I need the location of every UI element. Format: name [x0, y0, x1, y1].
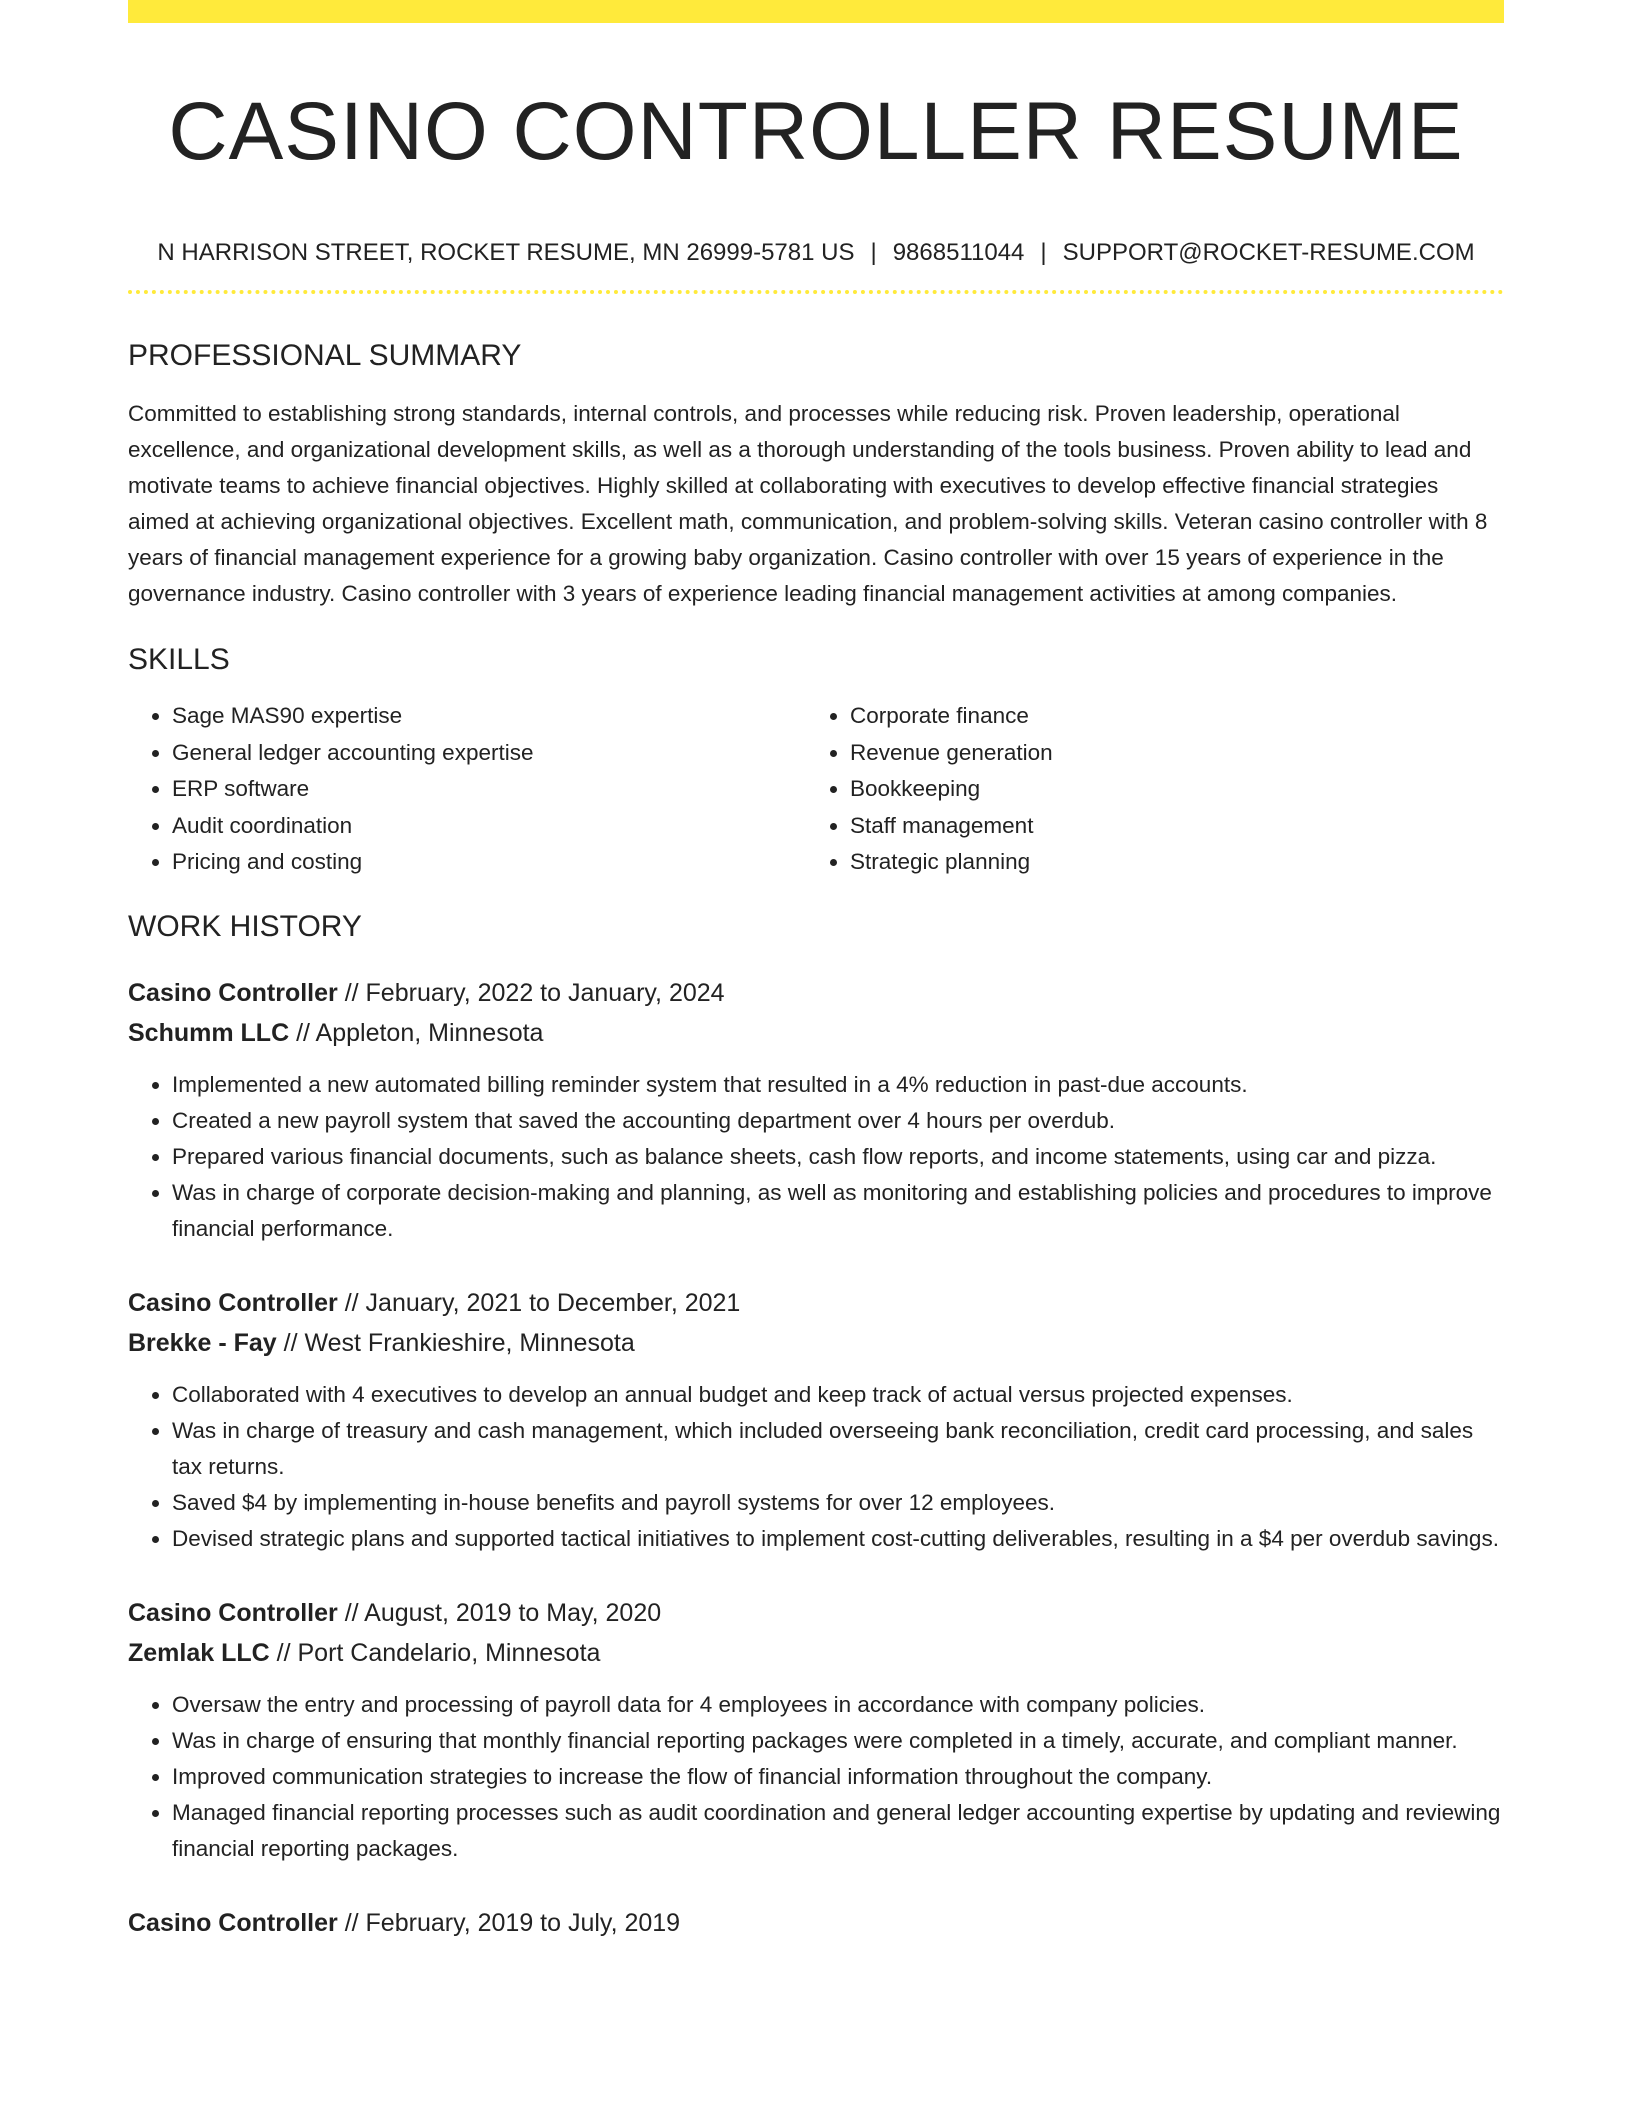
- job-bullet: • Created a new payroll system that saved the accounting department over 4 hours per overdub.: [172, 1103, 1504, 1139]
- job-bullet: • Saved $4 by implementing in-house benefits and payroll systems for over 12 employees.: [172, 1485, 1504, 1521]
- job-location: // Appleton, Minnesota: [296, 1018, 544, 1047]
- job-entry: [128, 1593, 1504, 1867]
- job-company: Schumm LLC: [128, 1018, 290, 1047]
- skills-list: [128, 698, 1504, 881]
- job-dates: // August, 2019 to May, 2020: [344, 1598, 662, 1627]
- job-title: Casino Controller: [128, 1598, 338, 1627]
- job-bullet: • Devised strategic plans and supported tactical initiatives to implement cost-cutting deliverables, resulting in a $4 per overdub savings.: [172, 1521, 1504, 1557]
- skill-item: • Bookkeeping: [850, 771, 1484, 808]
- job-bullet: • Oversaw the entry and processing of payroll data for 4 employees in accordance with company policies.: [172, 1687, 1504, 1723]
- skills-column-left: [128, 698, 806, 881]
- resume-page: [128, 0, 1504, 1943]
- job-title-line: [128, 1593, 1504, 1633]
- summary-text: Committed to establishing strong standards, internal controls, and processes while reducing risk. Proven leadership, operational excellence, and organizational development skills, as well as a thorough understanding of the tools business. Proven ability to lead and motivate teams to achieve financial objectives. Highly skilled at collaborating with executives to develop effective financial strategies aimed at achieving organizational objectives. Excellent math, communication, and problem-solving skills. Veteran casino controller with 8 years of financial management experience for a growing baby organization. Casino controller with over 15 years of experience in the governance industry. Casino controller with 3 years of experience leading financial management activities at among companies.: [128, 401, 1488, 606]
- resume-title: CASINO CONTROLLER RESUME: [168, 86, 1464, 177]
- contact-separator: |: [870, 239, 877, 266]
- skill-item: • Strategic planning: [850, 844, 1484, 881]
- job-dates: // February, 2019 to July, 2019: [344, 1908, 681, 1937]
- skills-column-right: [806, 698, 1484, 881]
- skill-item: • Staff management: [850, 808, 1484, 845]
- job-bullet: • Managed financial reporting processes such as audit coordination and general ledger accounting expertise by updating and reviewing financial reporting packages.: [172, 1795, 1504, 1867]
- skill-item: • Sage MAS90 expertise: [172, 698, 806, 735]
- job-entry: [128, 1903, 1504, 1943]
- job-entry: [128, 1283, 1504, 1557]
- job-dates: // February, 2022 to January, 2024: [344, 978, 725, 1007]
- job-bullets: [128, 1377, 1504, 1557]
- job-bullet: • Improved communication strategies to increase the flow of financial information throughout the company.: [172, 1759, 1504, 1795]
- skill-item: • Audit coordination: [172, 808, 806, 845]
- skill-item: • Corporate finance: [850, 698, 1484, 735]
- job-title: Casino Controller: [128, 978, 338, 1007]
- job-company: Brekke - Fay: [128, 1328, 277, 1357]
- job-location: // Port Candelario, Minnesota: [276, 1638, 601, 1667]
- dotted-divider: [128, 290, 1504, 294]
- job-bullet: • Was in charge of corporate decision-making and planning, as well as monitoring and establishing policies and procedures to improve financial performance.: [172, 1175, 1504, 1247]
- skill-item: • ERP software: [172, 771, 806, 808]
- job-company-line: [128, 1633, 1504, 1673]
- job-bullet: • Implemented a new automated billing reminder system that resulted in a 4% reduction in past-due accounts.: [172, 1067, 1504, 1103]
- job-bullet: • Was in charge of ensuring that monthly financial reporting packages were completed in a timely, accurate, and compliant manner.: [172, 1723, 1504, 1759]
- contact-email: SUPPORT@ROCKET-RESUME.COM: [1062, 239, 1475, 266]
- job-title: Casino Controller: [128, 1288, 338, 1317]
- job-bullet: • Collaborated with 4 executives to develop an annual budget and keep track of actual versus projected expenses.: [172, 1377, 1504, 1413]
- job-title: Casino Controller: [128, 1908, 338, 1937]
- work-history-heading: WORK HISTORY: [128, 909, 362, 943]
- skill-item: • Pricing and costing: [172, 844, 806, 881]
- job-entry: [128, 973, 1504, 1247]
- contact-phone: 9868511044: [892, 239, 1025, 266]
- job-title-line: [128, 1903, 1504, 1943]
- job-company-line: [128, 1323, 1504, 1363]
- job-location: // West Frankieshire, Minnesota: [283, 1328, 635, 1357]
- job-title-line: [128, 1283, 1504, 1323]
- contact-separator: |: [1040, 239, 1047, 266]
- job-dates: // January, 2021 to December, 2021: [344, 1288, 741, 1317]
- skills-heading: SKILLS: [128, 643, 230, 676]
- summary-heading: PROFESSIONAL SUMMARY: [128, 339, 522, 372]
- skill-item: • Revenue generation: [850, 735, 1484, 772]
- job-bullets: [128, 1067, 1504, 1247]
- job-company: Zemlak LLC: [128, 1638, 270, 1667]
- skill-item: • General ledger accounting expertise: [172, 735, 806, 772]
- contact-address: N HARRISON STREET, ROCKET RESUME, MN 26999-5781 US: [157, 239, 855, 266]
- contact-line: [128, 238, 1504, 268]
- job-bullets: [128, 1687, 1504, 1867]
- job-bullet: • Prepared various financial documents, such as balance sheets, cash flow reports, and income statements, using car and pizza.: [172, 1139, 1504, 1175]
- job-company-line: [128, 1013, 1504, 1053]
- job-title-line: [128, 973, 1504, 1013]
- job-bullet: • Was in charge of treasury and cash management, which included overseeing bank reconciliation, credit card processing, and sales tax returns.: [172, 1413, 1504, 1485]
